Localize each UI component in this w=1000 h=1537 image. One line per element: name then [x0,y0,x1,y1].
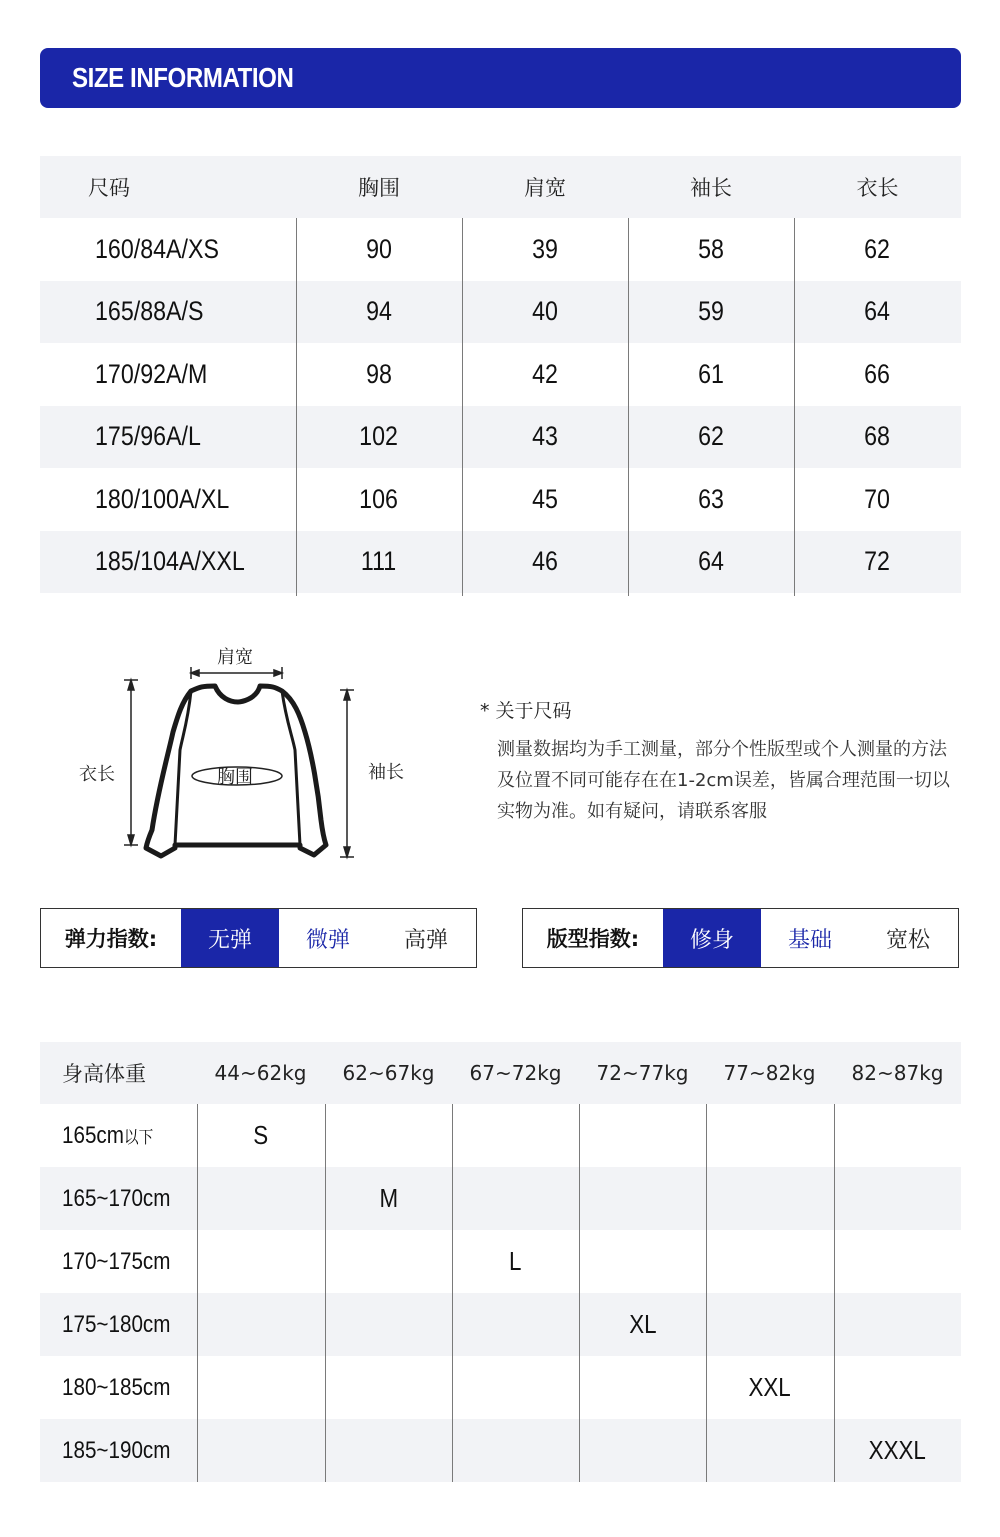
recommended-size-cell [579,1293,706,1356]
height-value: 180~185cm [62,1373,171,1401]
height-label [40,1419,197,1482]
shoulder-cell-value: 46 [532,546,558,577]
elasticity-option-none: 无弹 [181,909,279,967]
header-length: 衣长 [856,176,899,200]
column-divider [628,218,629,596]
height-label [40,1356,197,1419]
chest-cell [296,343,462,406]
weight-header: 62~67kg [342,1061,435,1085]
sleeve-cell [628,281,794,344]
sleeve-cell [628,406,794,469]
shoulder-cell-value: 43 [532,421,558,452]
chest-cell [296,468,462,531]
length-cell-value: 66 [864,358,891,389]
fit-option-slim: 修身 [663,909,761,967]
chest-cell-value: 106 [359,483,399,514]
chest-cell [296,218,462,281]
sleeve-cell-value: 62 [698,421,724,452]
column-divider [452,1104,453,1482]
height-label [40,1230,197,1293]
shoulder-cell [462,281,628,344]
chest-cell [296,281,462,344]
recommendation-row [40,1230,961,1293]
chest-cell [296,406,462,469]
height-label [40,1293,197,1356]
height-value: 185~190cm [62,1436,171,1464]
shoulder-cell [462,218,628,281]
chest-cell-value: 111 [361,546,397,577]
elasticity-option-high: 高弹 [403,927,448,953]
shoulder-cell-value: 39 [532,233,558,264]
sleeve-cell-value: 64 [698,546,724,577]
size-cell-value: 160/84A/XS [95,233,219,264]
fit-title: 版型指数: [546,927,640,951]
column-divider [706,1104,707,1482]
recommended-size: XXXL [868,1435,927,1465]
weight-header: 67~72kg [469,1061,562,1085]
sleeve-cell-value: 59 [698,296,724,327]
shoulder-cell-value: 42 [532,358,558,389]
size-cell-value: 175/96A/L [95,421,201,452]
size-table-header [40,156,961,218]
recommendation-row [40,1104,961,1167]
recommended-size-cell [706,1356,833,1419]
fit-option-regular: 基础 [787,927,832,953]
size-table-row [40,281,961,344]
sleeve-measure-arrow [340,690,354,857]
size-cell [40,281,296,344]
length-cell [794,343,961,406]
sleeve-cell [628,218,794,281]
section-banner [40,48,961,108]
header-size: 尺码 [88,176,130,200]
length-cell-value: 72 [864,546,891,577]
size-table-row [40,468,961,531]
sleeve-cell-value: 58 [698,233,724,264]
height-label [40,1104,197,1167]
weight-header: 72~77kg [596,1061,689,1085]
recommendation-row [40,1356,961,1419]
column-divider [296,218,297,596]
elasticity-title: 弹力指数: [64,927,158,951]
size-cell [40,218,296,281]
size-note-body: 测量数据均为手工测量，部分个性版型或个人测量的方法及位置不同可能存在在1-2cm误差，皆属合理范围一切以实物为准。如有疑问，请联系客服 [497,739,950,822]
recommended-size: XL [628,1309,657,1339]
size-cell [40,343,296,406]
chest-cell-value: 94 [366,296,392,327]
section-title: SIZE INFORMATION [72,62,294,93]
weight-header: 82~87kg [851,1061,944,1085]
size-recommendation-table [40,1042,961,1482]
shoulder-cell-value: 45 [532,483,558,514]
column-divider [197,1104,198,1482]
shoulder-cell [462,468,628,531]
height-value: 170~175cm [62,1247,171,1275]
length-cell [794,406,961,469]
size-table-row [40,406,961,469]
weight-header: 77~82kg [723,1061,816,1085]
height-value: 165~170cm [62,1184,171,1212]
column-divider [462,218,463,596]
recommended-size: L [509,1246,522,1276]
size-cell [40,531,296,594]
recommendation-row [40,1419,961,1482]
fit-option-loose: 宽松 [885,927,930,953]
recommended-size-cell [834,1419,961,1482]
length-label: 衣长 [79,764,115,785]
recommended-size: M [379,1183,398,1213]
height-label [40,1167,197,1230]
length-measure-arrow [124,680,138,845]
elasticity-option-slight: 微弹 [305,927,350,953]
length-cell [794,468,961,531]
size-cell-value: 180/100A/XL [95,483,230,514]
size-cell [40,406,296,469]
length-cell-value: 70 [864,483,891,514]
header-chest: 胸围 [358,176,400,200]
recommendation-row [40,1293,961,1356]
recommended-size: S [253,1120,268,1150]
recommendation-header [40,1042,961,1104]
size-table-row [40,531,961,594]
length-cell-value: 62 [864,233,891,264]
fit-index [522,908,959,968]
column-divider [579,1104,580,1482]
length-cell-value: 64 [864,296,891,327]
shoulder-cell-value: 40 [532,296,558,327]
recommended-size-cell [197,1104,324,1167]
sleeve-label: 袖长 [368,762,404,783]
recommended-size-cell [325,1167,452,1230]
length-cell [794,281,961,344]
sleeve-cell-value: 61 [698,358,724,389]
size-cell-value: 170/92A/M [95,358,208,389]
size-table-row [40,343,961,406]
length-cell [794,531,961,594]
height-value: 175~180cm [62,1310,171,1338]
size-cell-value: 185/104A/XXL [95,546,245,577]
chest-cell-value: 90 [366,233,392,264]
height-suffix: 以下 [123,1127,154,1147]
column-divider [794,218,795,596]
weight-header: 44~62kg [214,1061,307,1085]
sleeve-cell-value: 63 [698,483,724,514]
shoulder-cell [462,531,628,594]
sleeve-cell [628,343,794,406]
shoulder-cell [462,343,628,406]
chest-cell [296,531,462,594]
recommended-size: XXL [748,1372,791,1402]
chest-cell-value: 98 [366,358,392,389]
height-weight-corner: 身高体重 [62,1062,146,1086]
recommendation-row [40,1167,961,1230]
recommended-size-cell [452,1230,579,1293]
chest-label: 胸围 [217,767,253,788]
column-divider [834,1104,835,1482]
elasticity-index [40,908,477,968]
header-shoulder: 肩宽 [524,176,566,200]
size-cell-value: 165/88A/S [95,296,204,327]
shoulder-label: 肩宽 [217,647,253,668]
chest-cell-value: 102 [359,421,399,452]
length-cell-value: 68 [864,421,891,452]
column-divider [325,1104,326,1482]
length-cell [794,218,961,281]
sleeve-cell [628,531,794,594]
size-table-row [40,218,961,281]
size-note-heading: * 关于尺码 [480,700,572,722]
height-value: 165cm [62,1121,124,1149]
size-cell [40,468,296,531]
header-sleeve: 袖长 [690,176,732,200]
size-table [40,156,961,593]
shoulder-cell [462,406,628,469]
sleeve-cell [628,468,794,531]
